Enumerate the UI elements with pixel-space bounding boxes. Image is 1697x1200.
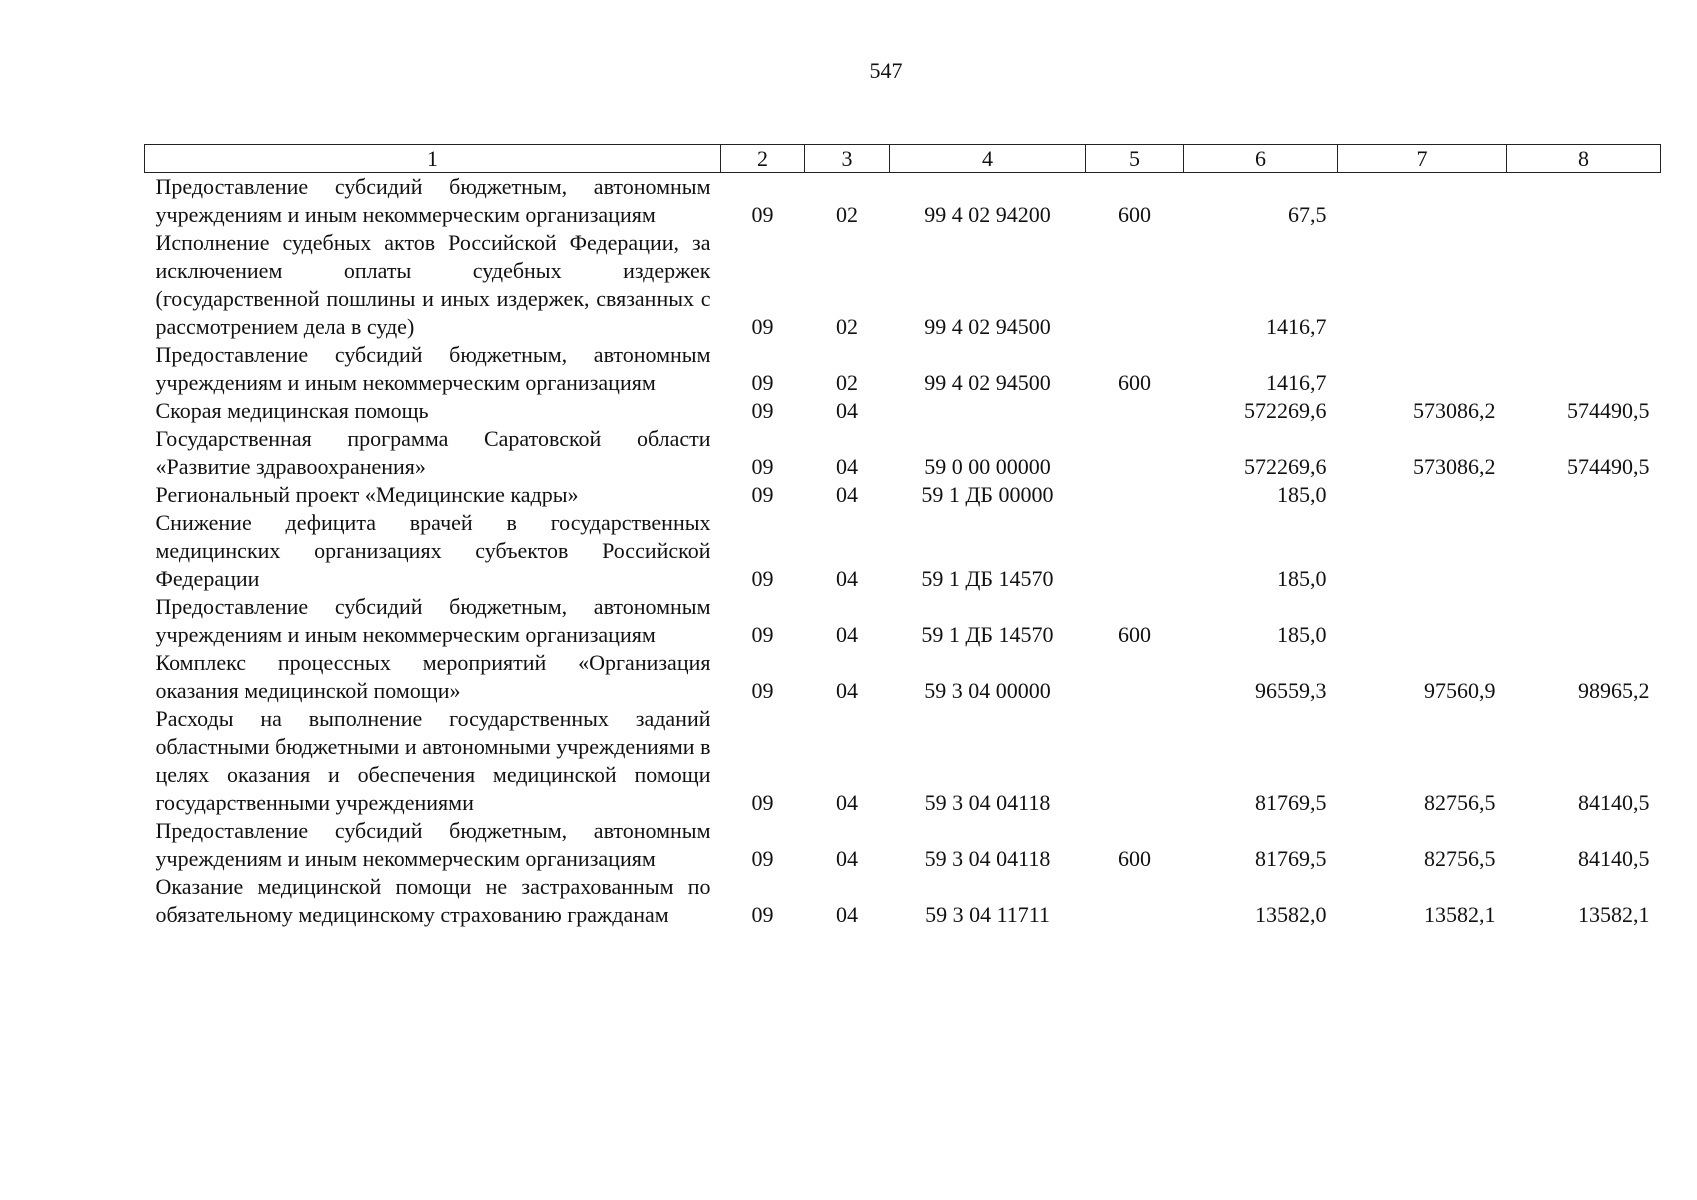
target-article-cell <box>890 397 1086 425</box>
table-row <box>145 705 1661 817</box>
subsection-code-cell: 02 <box>836 314 858 339</box>
amount-year3-cell: 84140,5 <box>1578 790 1650 815</box>
table-body <box>145 173 1661 930</box>
table-row <box>145 649 1661 705</box>
expense-type-cell <box>1086 873 1184 929</box>
table-row <box>145 817 1661 873</box>
amount-year1-cell: 1416,7 <box>1266 370 1327 395</box>
amount-year2-cell <box>1338 593 1507 649</box>
budget-table <box>144 144 1661 929</box>
column-header-1: 1 <box>145 145 721 173</box>
subsection-code-cell: 04 <box>836 622 858 647</box>
table-row <box>145 229 1661 341</box>
target-article-cell: 59 1 ДБ 00000 <box>921 482 1054 507</box>
expense-name-cell: Скорая медицинская помощь <box>155 398 429 423</box>
expense-type-cell: 600 <box>1118 370 1151 395</box>
amount-year3-cell <box>1507 509 1661 593</box>
column-header-8: 8 <box>1507 145 1661 173</box>
target-article-cell: 59 0 00 00000 <box>924 454 1051 479</box>
amount-year1-cell: 96559,3 <box>1255 678 1327 703</box>
column-header-3: 3 <box>805 145 890 173</box>
amount-year3-cell: 13582,1 <box>1578 902 1650 927</box>
subsection-code-cell: 04 <box>836 454 858 479</box>
amount-year3-cell <box>1507 229 1661 341</box>
amount-year1-cell: 572269,6 <box>1244 454 1327 479</box>
target-article-cell: 59 3 04 04118 <box>924 790 1051 815</box>
header-row <box>145 145 1661 173</box>
expense-name-cell: Оказание медицинской помощи не застрахованным по обязательному медицинскому страхованию гражданам <box>155 874 711 927</box>
amount-year1-cell: 185,0 <box>1277 482 1327 507</box>
expense-type-cell <box>1086 425 1184 481</box>
target-article-cell: 99 4 02 94200 <box>924 202 1051 227</box>
amount-year3-cell <box>1507 481 1661 509</box>
target-article-cell: 59 3 04 11711 <box>925 902 1050 927</box>
amount-year2-cell <box>1338 229 1507 341</box>
amount-year1-cell: 185,0 <box>1277 622 1327 647</box>
section-code-cell: 09 <box>751 370 774 395</box>
amount-year2-cell <box>1338 173 1507 230</box>
target-article-cell: 59 3 04 04118 <box>924 846 1051 871</box>
expense-type-cell: 600 <box>1118 846 1151 871</box>
amount-year2-cell <box>1338 341 1507 397</box>
table-row <box>145 341 1661 397</box>
table-row <box>145 509 1661 593</box>
expense-type-cell <box>1086 481 1184 509</box>
target-article-cell: 59 1 ДБ 14570 <box>921 566 1054 591</box>
amount-year2-cell: 97560,9 <box>1424 678 1496 703</box>
expense-type-cell: 600 <box>1118 622 1151 647</box>
expense-name-cell: Предоставление субсидий бюджетным, автономным учреждениям и иным некоммерческим организациям <box>155 818 711 871</box>
amount-year2-cell: 82756,5 <box>1424 846 1496 871</box>
table-header <box>145 145 1661 173</box>
section-code-cell: 09 <box>751 622 774 647</box>
expense-type-cell <box>1086 649 1184 705</box>
section-code-cell: 09 <box>751 678 774 703</box>
section-code-cell: 09 <box>751 454 774 479</box>
amount-year3-cell <box>1507 341 1661 397</box>
subsection-code-cell: 02 <box>836 370 858 395</box>
expense-name-cell: Исполнение судебных актов Российской Федерации, за исключением оплаты судебных издержек (государственной пошлины и иных издержек, связанных с рассмотрением дела в суде) <box>155 230 711 339</box>
table-row <box>145 173 1661 230</box>
amount-year2-cell: 13582,1 <box>1424 902 1496 927</box>
table-row <box>145 397 1661 425</box>
amount-year1-cell: 1416,7 <box>1266 314 1327 339</box>
expense-type-cell <box>1086 397 1184 425</box>
target-article-cell: 99 4 02 94500 <box>924 370 1051 395</box>
amount-year1-cell: 13582,0 <box>1255 902 1327 927</box>
section-code-cell: 09 <box>751 202 774 227</box>
subsection-code-cell: 02 <box>836 202 858 227</box>
amount-year3-cell: 98965,2 <box>1578 678 1650 703</box>
amount-year1-cell: 81769,5 <box>1255 846 1327 871</box>
subsection-code-cell: 04 <box>836 398 858 423</box>
expense-name-cell: Комплекс процессных мероприятий «Организация оказания медицинской помощи» <box>155 650 711 703</box>
target-article-cell: 59 3 04 00000 <box>924 678 1051 703</box>
target-article-cell: 99 4 02 94500 <box>924 314 1051 339</box>
amount-year1-cell: 81769,5 <box>1255 790 1327 815</box>
page-number: 547 <box>869 58 903 83</box>
subsection-code-cell: 04 <box>836 790 858 815</box>
amount-year1-cell: 67,5 <box>1288 202 1327 227</box>
column-header-5: 5 <box>1086 145 1184 173</box>
expense-type-cell <box>1086 705 1184 817</box>
expense-type-cell: 600 <box>1118 202 1151 227</box>
table-row <box>145 425 1661 481</box>
table-row <box>145 481 1661 509</box>
section-code-cell: 09 <box>751 790 774 815</box>
expense-name-cell: Предоставление субсидий бюджетным, автономным учреждениям и иным некоммерческим организациям <box>155 174 711 227</box>
budget-table-container <box>144 144 1660 929</box>
section-code-cell: 09 <box>751 482 774 507</box>
amount-year2-cell <box>1338 509 1507 593</box>
expense-name-cell: Снижение дефицита врачей в государственных медицинских организациях субъектов Российской Федерации <box>155 510 711 591</box>
section-code-cell: 09 <box>751 902 774 927</box>
target-article-cell: 59 1 ДБ 14570 <box>921 622 1054 647</box>
subsection-code-cell: 04 <box>836 482 858 507</box>
table-row <box>145 593 1661 649</box>
expense-name-cell: Расходы на выполнение государственных заданий областными бюджетными и автономными учреждениями в целях оказания и обеспечения медицинской помощи государственными учреждениями <box>155 706 711 815</box>
amount-year2-cell: 573086,2 <box>1413 454 1496 479</box>
amount-year1-cell: 185,0 <box>1277 566 1327 591</box>
amount-year1-cell: 572269,6 <box>1244 398 1327 423</box>
amount-year3-cell: 574490,5 <box>1567 398 1650 423</box>
section-code-cell: 09 <box>751 398 774 423</box>
table-row <box>145 873 1661 929</box>
amount-year3-cell <box>1507 593 1661 649</box>
column-header-4: 4 <box>890 145 1086 173</box>
column-header-2: 2 <box>721 145 805 173</box>
expense-name-cell: Предоставление субсидий бюджетным, автономным учреждениям и иным некоммерческим организациям <box>155 594 711 647</box>
section-code-cell: 09 <box>751 566 774 591</box>
column-header-6: 6 <box>1184 145 1338 173</box>
amount-year2-cell: 573086,2 <box>1413 398 1496 423</box>
subsection-code-cell: 04 <box>836 846 858 871</box>
amount-year2-cell <box>1338 481 1507 509</box>
amount-year3-cell: 574490,5 <box>1567 454 1650 479</box>
column-header-7: 7 <box>1338 145 1507 173</box>
expense-name-cell: Предоставление субсидий бюджетным, автономным учреждениям и иным некоммерческим организациям <box>155 342 711 395</box>
expense-name-cell: Региональный проект «Медицинские кадры» <box>155 482 579 507</box>
expense-name-cell: Государственная программа Саратовской области «Развитие здравоохранения» <box>155 426 711 479</box>
amount-year3-cell: 84140,5 <box>1578 846 1650 871</box>
expense-type-cell <box>1086 229 1184 341</box>
subsection-code-cell: 04 <box>836 902 858 927</box>
expense-type-cell <box>1086 509 1184 593</box>
subsection-code-cell: 04 <box>836 566 858 591</box>
amount-year2-cell: 82756,5 <box>1424 790 1496 815</box>
section-code-cell: 09 <box>751 846 774 871</box>
section-code-cell: 09 <box>751 314 774 339</box>
amount-year3-cell <box>1507 173 1661 230</box>
subsection-code-cell: 04 <box>836 678 858 703</box>
